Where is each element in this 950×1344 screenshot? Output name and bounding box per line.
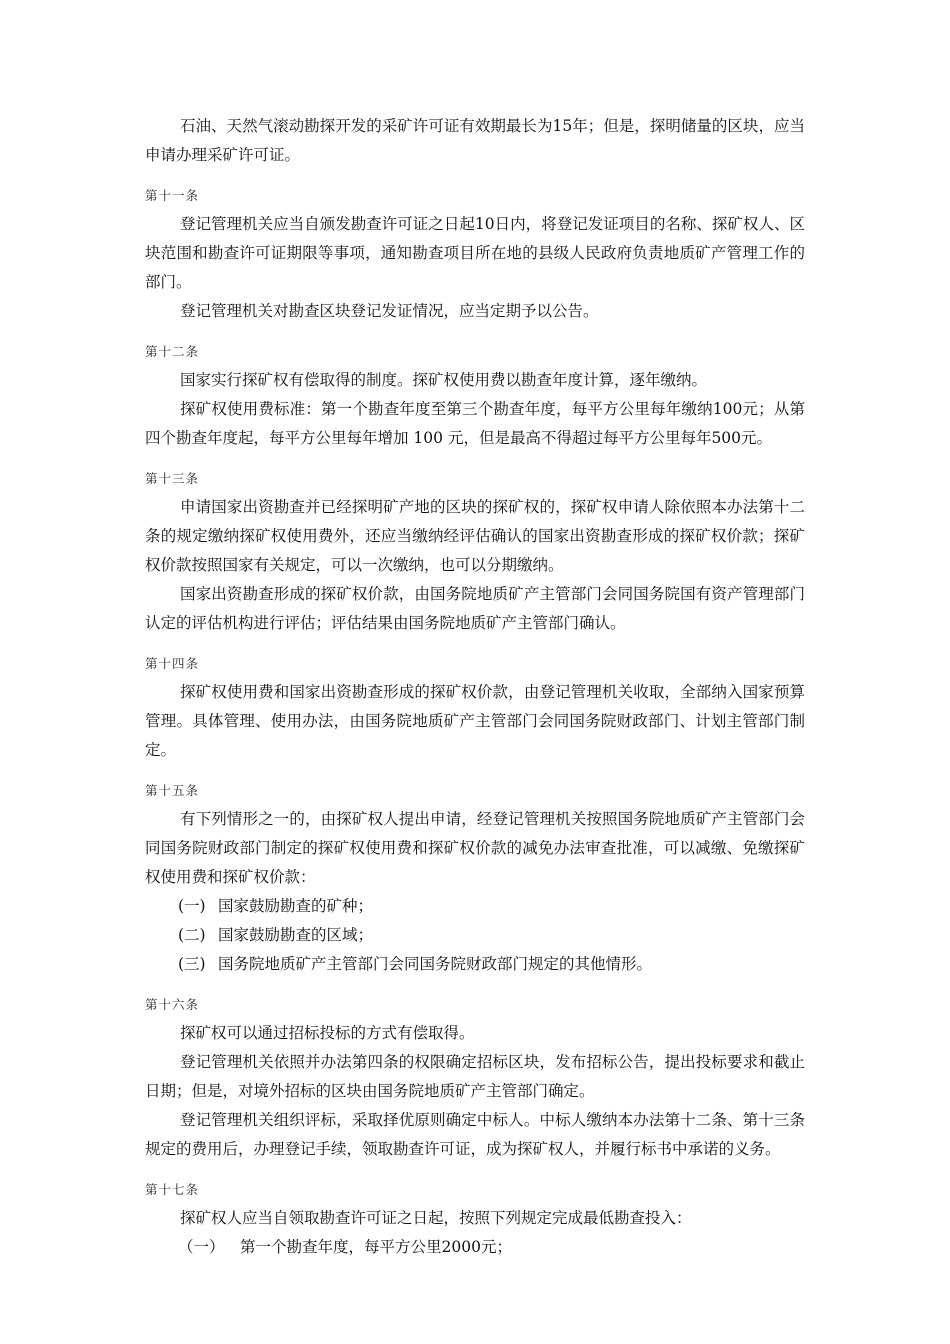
article-paragraph: 探矿权使用费和国家出资勘查形成的探矿权价款，由登记管理机关收取，全部纳入国家预算管理。具体管理、使用办法，由国务院地质矿产主管部门会同国务院财政部门、计划主管部门制定。	[145, 683, 805, 759]
article-heading: 第十一条	[145, 188, 200, 203]
article-paragraph: 登记管理机关对勘查区块登记发证情况，应当定期予以公告。	[180, 302, 599, 320]
list-item-number: (一)	[178, 897, 206, 915]
article-paragraph: 国家出资勘查形成的探矿权价款，由国务院地质矿产主管部门会同国务院国有资产管理部门认定的评估机构进行评估；评估结果由国务院地质矿产主管部门确认。	[145, 585, 805, 632]
list-item	[145, 921, 805, 950]
article-paragraph: 有下列情形之一的，由探矿权人提出申请，经登记管理机关按照国务院地质矿产主管部门会同国务院财政部门制定的探矿权使用费和探矿权价款的减免办法审查批准，可以减缴、免缴探矿权使用费和探矿权价款：	[145, 810, 805, 886]
article-paragraph: 登记管理机关依照并办法第四条的权限确定招标区块，发布招标公告，提出投标要求和截止日期；但是，对境外招标的区块由国务院地质矿产主管部门确定。	[145, 1053, 805, 1100]
intro-paragraph: 石油、天然气滚动勘探开发的采矿许可证有效期最长为15年；但是，探明储量的区块，应当申请办理采矿许可证。	[145, 117, 805, 164]
list-item-text: 国务院地质矿产主管部门会同国务院财政部门规定的其他情形。	[218, 955, 653, 973]
article-16	[145, 995, 805, 1164]
article-heading: 第十五条	[145, 783, 200, 798]
list-item-number: （一）	[178, 1238, 225, 1256]
article-heading: 第十七条	[145, 1182, 200, 1197]
article-paragraph: 申请国家出资勘查并已经探明矿产地的区块的探矿权的，探矿权申请人除依照本办法第十二条的规定缴纳探矿权使用费外，还应当缴纳经评估确认的国家出资勘查形成的探矿权价款；探矿权价款按照国家有关规定，可以一次缴纳，也可以分期缴纳。	[145, 498, 805, 574]
article-heading: 第十二条	[145, 344, 200, 359]
list-item	[145, 892, 805, 921]
article-paragraph: 探矿权人应当自领取勘查许可证之日起，按照下列规定完成最低勘查投入：	[180, 1209, 692, 1227]
article-12	[145, 342, 805, 453]
article-paragraph: 登记管理机关组织评标，采取择优原则确定中标人。中标人缴纳本办法第十二条、第十三条规定的费用后，办理登记手续，领取勘查许可证，成为探矿权人，并履行标书中承诺的义务。	[145, 1111, 805, 1158]
list-item	[145, 1233, 805, 1262]
list-item-text: 第一个勘查年度，每平方公里2000元；	[240, 1238, 512, 1256]
list-item	[145, 950, 805, 979]
article-11	[145, 186, 805, 326]
article-paragraph: 登记管理机关应当自颁发勘查许可证之日起10日内，将登记发证项目的名称、探矿权人、区块范围和勘查许可证期限等事项，通知勘查项目所在地的县级人民政府负责地质矿产管理工作的部门。	[145, 215, 805, 291]
article-heading: 第十六条	[145, 997, 200, 1012]
article-heading: 第十四条	[145, 656, 200, 671]
list-item-text: 国家鼓励勘查的区域；	[218, 926, 374, 944]
list-item-number: (三)	[178, 955, 206, 973]
document-page	[145, 112, 805, 1262]
list-item-text: 国家鼓励勘查的矿种；	[218, 897, 374, 915]
article-paragraph: 探矿权使用费标准：第一个勘查年度至第三个勘查年度，每平方公里每年缴纳100元；从第四个勘查年度起，每平方公里每年增加 100 元，但是最高不得超过每平方公里每年500元。	[145, 400, 805, 447]
article-14	[145, 654, 805, 765]
article-paragraph: 国家实行探矿权有偿取得的制度。探矿权使用费以勘查年度计算，逐年缴纳。	[180, 371, 708, 389]
article-15	[145, 781, 805, 979]
article-13	[145, 469, 805, 638]
article-paragraph: 探矿权可以通过招标投标的方式有偿取得。	[180, 1024, 475, 1042]
list-item-number: (二)	[178, 926, 206, 944]
article-heading: 第十三条	[145, 471, 200, 486]
article-17	[145, 1180, 805, 1262]
